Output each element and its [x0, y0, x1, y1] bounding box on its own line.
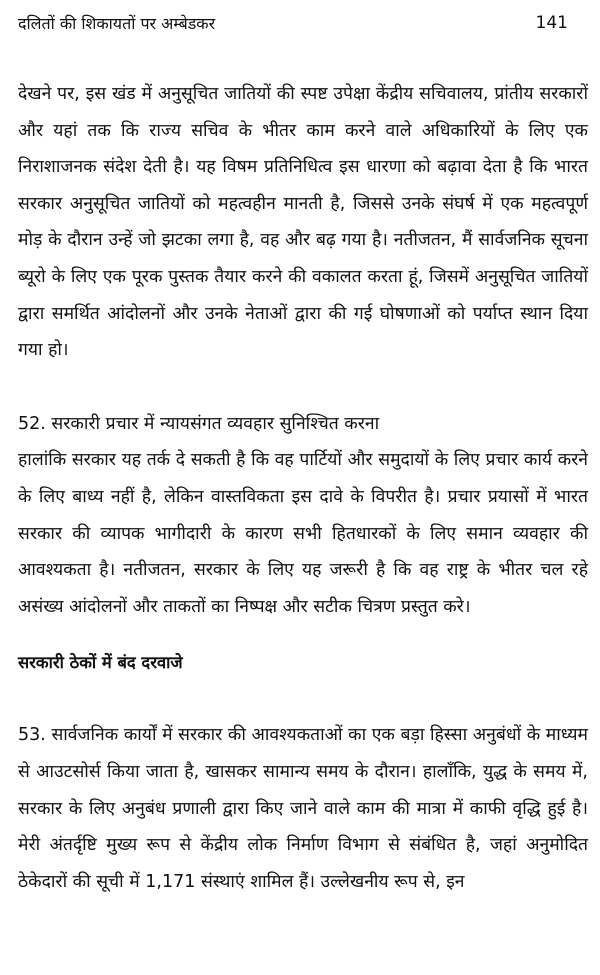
running-title: दलितों की शिकायतों पर अम्बेडकर [18, 14, 216, 33]
paragraph-1: देखने पर, इस खंड में अनुसूचित जातियों की स्पष्ट उपेक्षा केंद्रीय सचिवालय, प्रांतीय सरकारों और यहां तक कि राज्य सचिव के भीतर काम करने वाले अधिकारियों के लिए एक निराशाजनक संदेश देती है। यह विषम प्रतिनिधित्व इस धारणा को बढ़ावा देता है कि भारत सरकार अनुसूचित जातियों को महत्वहीन मानती है, जिससे उनके संघर्ष में एक महत्वपूर्ण मोड़ के दौरान उन्हें जो झटका लगा है, वह और बढ़ गया है। नतीजतन, मैं सार्वजनिक सूचना ब्यूरो के लिए एक पूरक पुस्तक तैयार करने की वकालत करता हूं, जिसमें अनुसूचित जातियों द्वारा समर्थित आंदोलनों और उनके नेताओं द्वारा की गई घोषणाओं को पर्याप्त स्थान दिया गया हो। [18, 84, 588, 361]
page-body [18, 76, 588, 900]
paragraph-3: 53. सार्वजनिक कार्यों में सरकार की आवश्यकताओं का एक बड़ा हिस्सा अनुबंधों के माध्यम से आउटसोर्स किया जाता है, खासकर सामान्य समय के दौरान। हालाँकि, युद्ध के समय में, सरकार के लिए अनुबंध प्रणाली द्वारा किए जाने वाले काम की मात्रा में काफी वृद्धि हुई है। मेरी अंतर्दृष्टि मुख्य रूप से केंद्रीय लोक निर्माण विभाग से संबंधित है, जहां अनुमोदित ठेकेदारों की सूची में 1,171 संस्थाएं शामिल हैं। उल्लेखनीय रूप से, इन [18, 725, 588, 892]
heading-spacer-before [18, 625, 588, 645]
section-heading: सरकारी ठेकों में बंद दरवाजे [18, 653, 183, 673]
page-number: 141 [535, 13, 568, 33]
heading-spacer-after [18, 681, 588, 717]
paragraph-2: हालांकि सरकार यह तर्क दे सकती है कि वह पार्टियों और समुदायों के लिए प्रचार कार्य करने के लिए बाध्य नहीं है, लेकिन वास्तविकता इस दावे के विपरीत है। प्रचार प्रयासों में भारत सरकार की व्यापक भागीदारी के कारण सभी हितधारकों के लिए समान व्यवहार की आवश्यकता है। नतीजतन, सरकार के लिए यह जरूरी है कि वह राष्ट्र के भीतर चल रहे असंख्य आंदोलनों और ताकतों का निष्पक्ष और सटीक चित्रण प्रस्तुत करे। [18, 450, 588, 617]
section-52-title: 52. सरकारी प्रचार में न्यायसंगत व्यवहार सुनिश्चित करना [18, 413, 380, 434]
page-header [18, 8, 568, 38]
paragraph-spacer [18, 369, 588, 406]
